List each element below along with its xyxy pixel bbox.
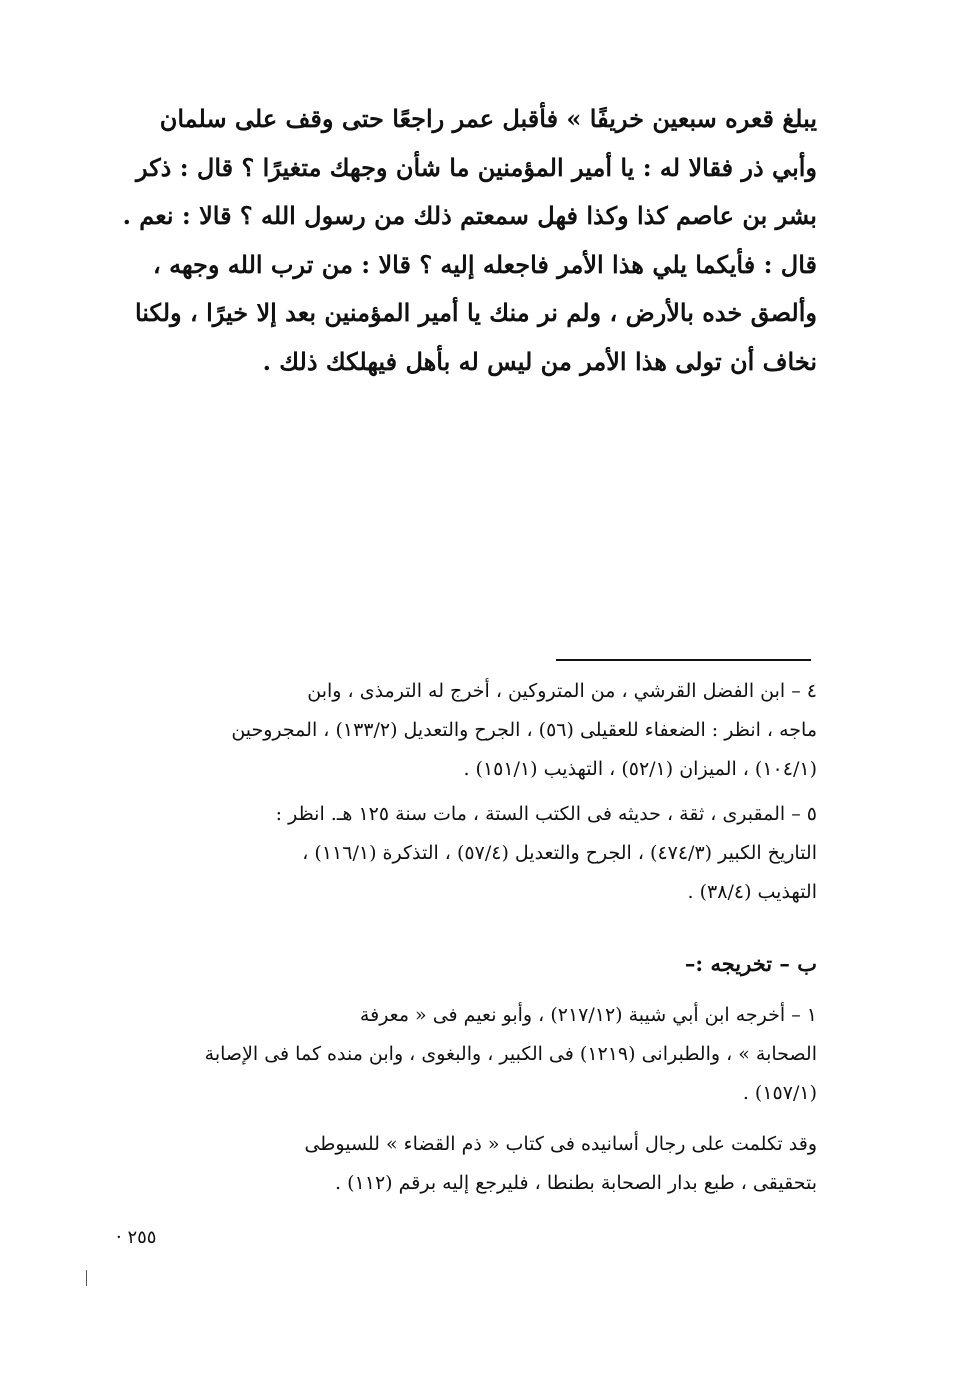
main-text-line: وألصق خده بالأرض ، ولم نر منك يا أمير المؤمنين بعد إلا خيرًا ، ولكنا (134, 298, 817, 327)
footnote-line: التهذيب (٣٨/٤) . (687, 881, 817, 903)
main-text-line: بشر بن عاصم كذا وكذا فهل سمعتم ذلك من رسول الله ؟ قالا : نعم . (122, 201, 817, 230)
footnote-separator (556, 659, 811, 661)
takhrij-line: بتحقيقى ، طبع بدار الصحابة بطنطا ، فليرجع إليه برقم (١١٢) . (335, 1172, 817, 1194)
footnote-line: التاريخ الكبير (٤٧٤/٣) ، الجرح والتعديل (٥٧/٤) ، التذكرة (١١٦/١) ، (302, 842, 817, 864)
main-paragraph (112, 95, 817, 386)
takhrij-line: ١ – أخرجه ابن أبي شيبة (٢١٧/١٢) ، وأبو نعيم فى « معرفة (359, 1004, 817, 1026)
footnote-5 (112, 795, 817, 912)
footnote-line: ٥ – المقبرى ، ثقة ، حديثه فى الكتب الستة ، مات سنة ١٢٥ هـ. انظر : (275, 803, 817, 825)
footnote-line: (١٠٤/١) ، الميزان (٥٢/١) ، التهذيب (١٥١/١) . (463, 758, 817, 780)
main-text-line: قال : فأيكما يلي هذا الأمر فاجعله إليه ؟ قالا : من ترب الله وجهه ، (152, 249, 817, 279)
main-text-line: وأبي ذر فقالا له : يا أمير المؤمنين ما شأن وجهك متغيرًا ؟ قال : ذكر (136, 152, 817, 182)
main-text-line: يبلغ قعره سبعين خريفًا » فأقبل عمر راجعًا حتى وقف على سلمان (159, 104, 817, 133)
takhrij-paragraph-2 (112, 1125, 817, 1203)
footnote-line: ماجه ، انظر : الضعفاء للعقيلى (٥٦) ، الجرح والتعديل (١٣٣/٢) ، المجروحين (231, 719, 817, 741)
takhrij-line: الصحابة » ، والطبرانى (١٢١٩) فى الكبير ، والبغوى ، وابن منده كما فى الإصابة (204, 1043, 817, 1065)
takhrij-section (112, 996, 817, 1215)
takhrij-heading: ب – تخريجه :– (684, 951, 817, 976)
takhrij-paragraph-1 (112, 996, 817, 1113)
footnotes (112, 672, 817, 918)
margin-mark (86, 1270, 87, 1286)
takhrij-line: وقد تكلمت على رجال أسانيده فى كتاب « ذم القضاء » للسيوطى (304, 1133, 817, 1155)
footnote-line: ٤ – ابن الفضل القرشي ، من المتروكين ، أخرج له الترمذى ، وابن (307, 680, 817, 702)
main-text-line: نخاف أن تولى هذا الأمر من ليس له بأهل فيهلكك ذلك . (262, 346, 817, 376)
takhrij-line: (١٥٧/١) . (742, 1082, 817, 1104)
footnote-4 (112, 672, 817, 789)
page-number: ٢٥٥ · (116, 1227, 157, 1248)
